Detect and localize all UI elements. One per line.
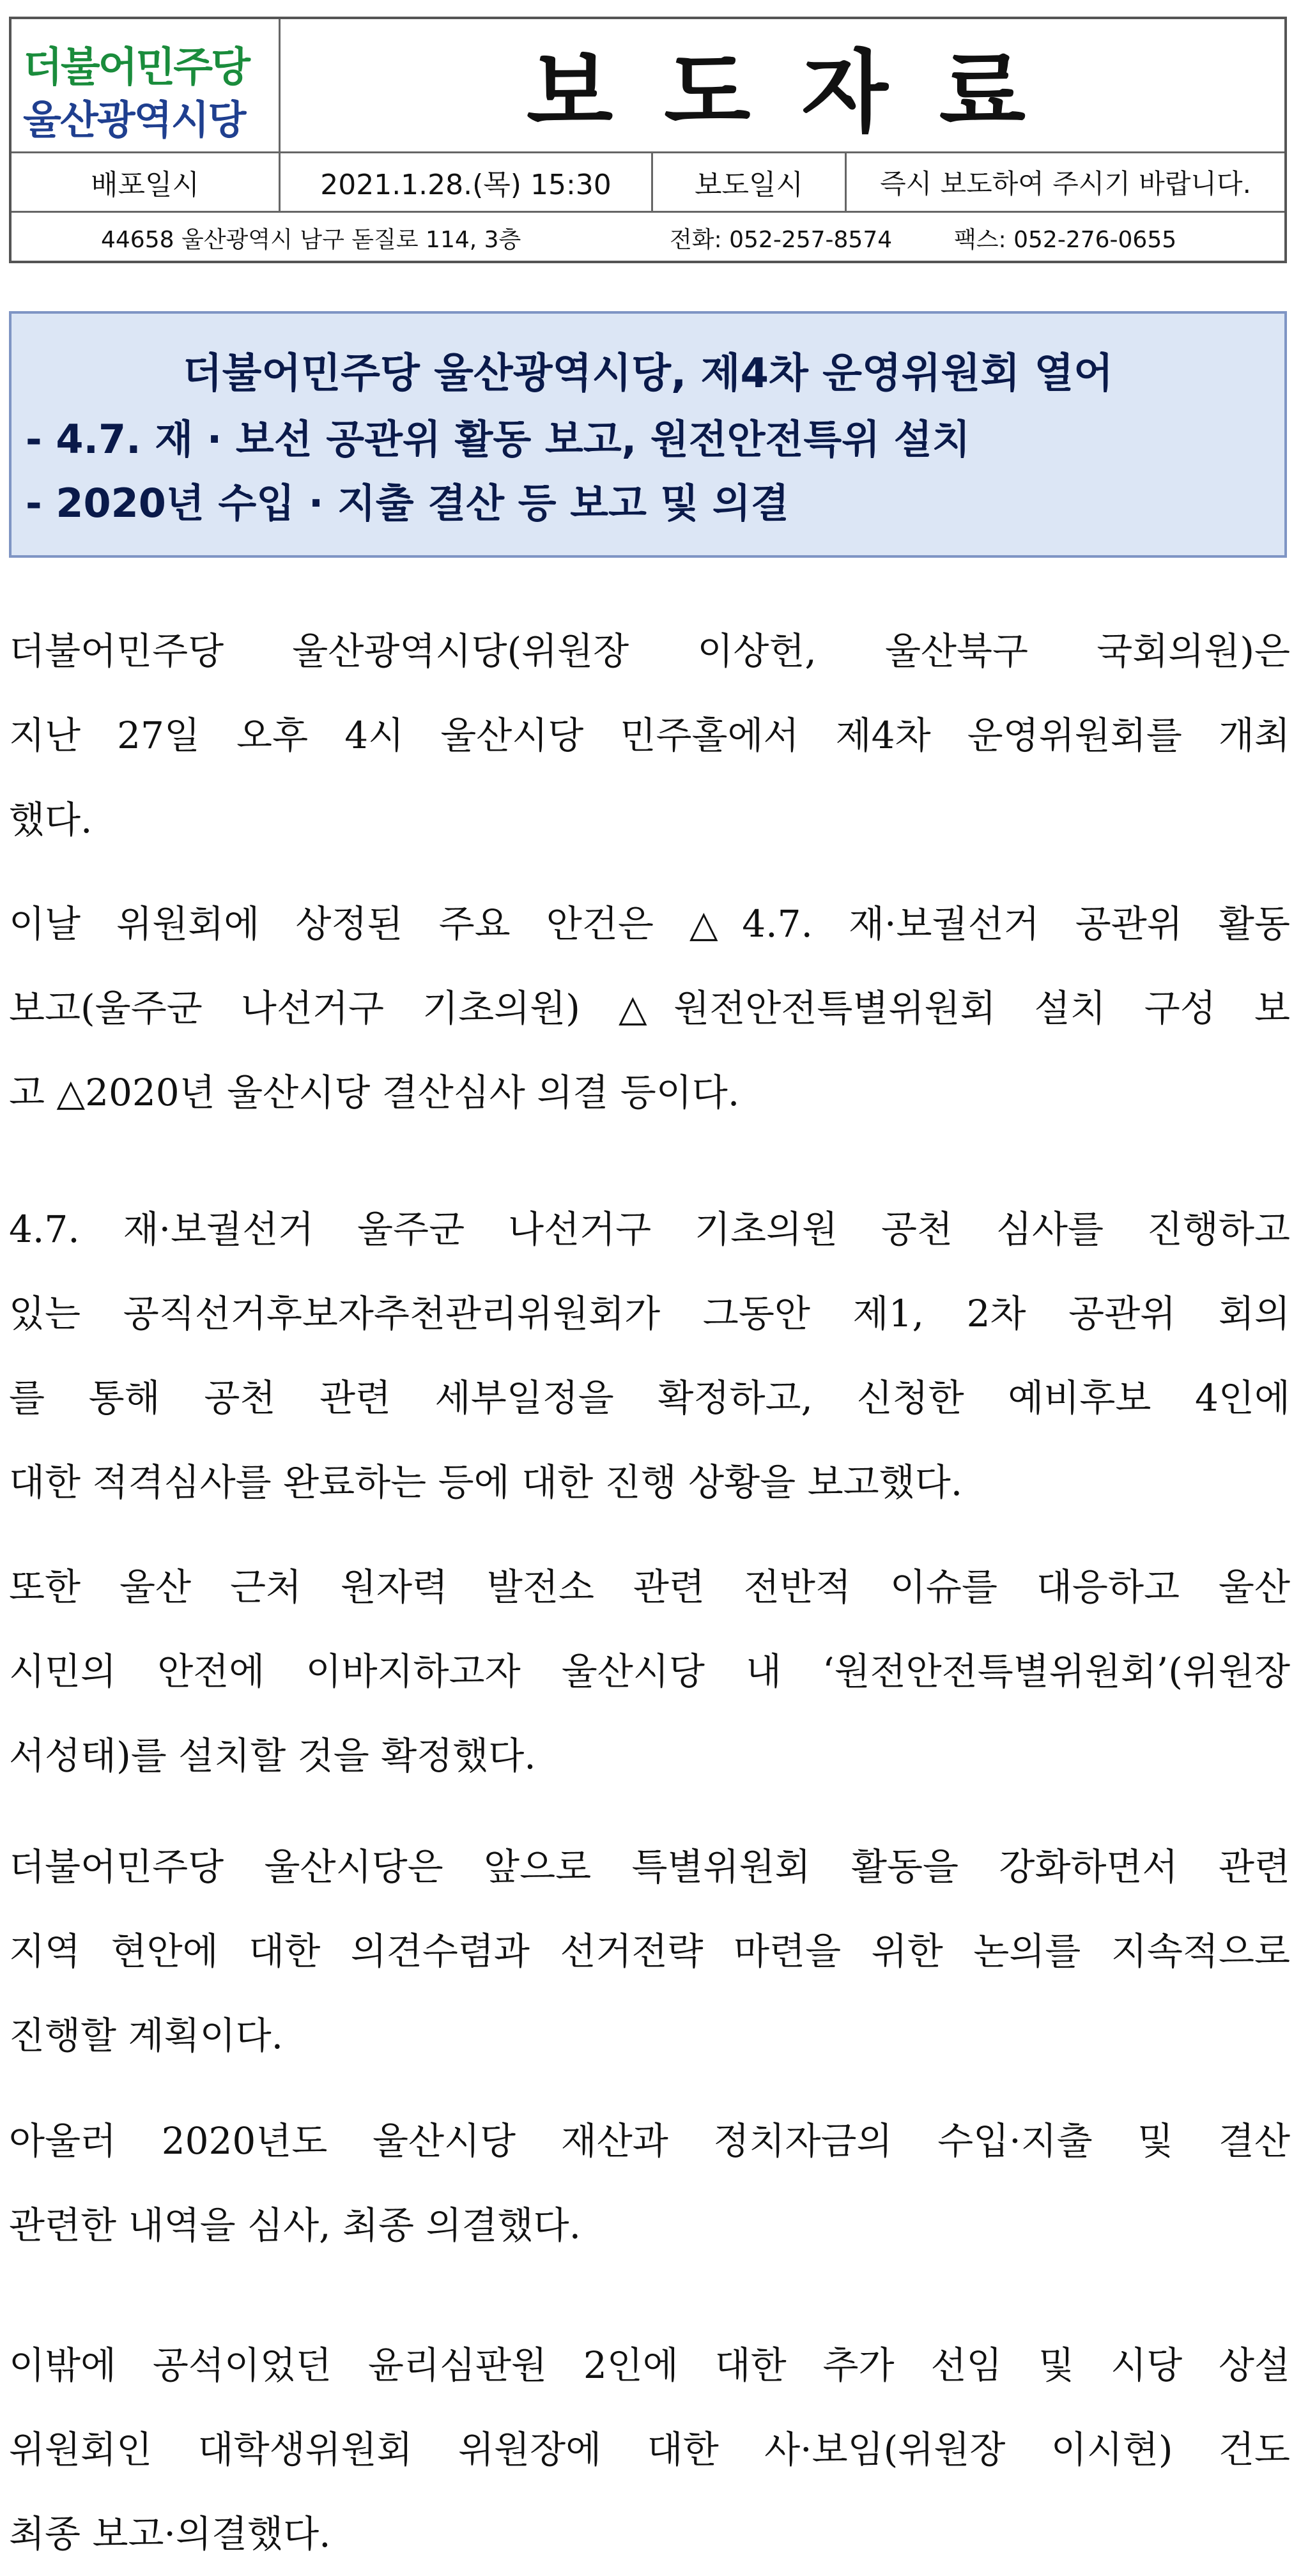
paragraph-line: 더불어민주당 울산시당은 앞으로 특별위원회 활동을 강화하면서 관련 [9,1845,1290,1889]
document-title: 보도자료 [527,41,1077,145]
paragraph-line: 시민의 안전에 이바지하고자 울산시당 내 ‘원전안전특별위원회’(위원장 [9,1650,1290,1693]
phone: 전화: 052-257-8574 [670,226,893,253]
divider [279,153,281,211]
paragraph-line: 서성태)를 설치할 것을 확정했다. [9,1734,536,1777]
body-paragraph [9,882,1290,1135]
paragraph-line: 위원회인 대학생위원회 위원장에 대한 사·보임(위원장 이시현) 건도 [9,2428,1290,2471]
paragraph-line: 있는 공직선거후보자추천관리위원회가 그동안 제1, 2차 공관위 회의 [9,1292,1290,1335]
address: 44658 울산광역시 남구 돋질로 114, 3층 [101,226,521,253]
headline-title: 더불어민주당 울산광역시당, 제4차 운영위원회 열어 [182,350,1114,397]
body-paragraph [9,1187,1290,1524]
body-paragraph [9,2323,1290,2576]
paragraph-line: 지난 27일 오후 4시 울산시당 민주홀에서 제4차 운영위원회를 개최 [9,714,1290,757]
headline-subtitle: - 4.7. 재 · 보선 공관위 활동 보고, 원전안전특위 설치 [26,416,971,463]
paragraph-line: 4.7. 재·보궐선거 울주군 나선거구 기초의원 공천 심사를 진행하고 [9,1208,1290,1251]
paragraph-line: 했다. [9,798,93,841]
body-paragraph [9,1825,1290,2078]
contact-row [12,213,1284,263]
paragraph-line: 이밖에 공석이었던 윤리심판원 2인에 대한 추가 선임 및 시당 상설 [9,2343,1290,2387]
paragraph-line: 지역 현안에 대한 의견수렴과 선거전략 마련을 위한 논의를 지속적으로 [9,1929,1290,1973]
paragraph-line: 보고(울주군 나선거구 기초의원) △원전안전특별위원회 설치 구성 보 [9,986,1290,1030]
press-header [9,17,1287,263]
fax: 팩스: 052-276-0655 [954,226,1177,253]
paragraph-line: 대한 적격심사를 완료하는 등에 대한 진행 상황을 보고했다. [9,1460,963,1504]
paragraph-line: 관련한 내역을 심사, 최종 의결했다. [9,2204,581,2247]
logo-line2: 울산광역시당 [23,96,245,143]
party-logo [18,34,273,156]
paragraph-line: 를 통해 공천 관련 세부일정을 확정하고, 신청한 예비후보 4인에 [9,1376,1290,1420]
paragraph-line: 아울러 2020년도 울산시당 재산과 정치자금의 수입·지출 및 결산 [9,2119,1290,2163]
divider [651,153,653,211]
release-label: 배포일시 [90,169,199,201]
release-value: 2021.1.28.(목) 15:30 [320,169,612,201]
report-label: 보도일시 [694,169,803,201]
logo-line1: 더불어민주당 [23,44,249,91]
paragraph-line: 이날 위원회에 상정된 주요 안건은 △4.7. 재·보궐선거 공관위 활동 [9,902,1290,946]
body-paragraph [9,2099,1290,2267]
paragraph-line: 더불어민주당 울산광역시당(위원장 이상헌, 울산북구 국회의원)은 [9,629,1290,673]
body-paragraph [9,609,1290,862]
divider [845,153,847,211]
paragraph-line: 또한 울산 근처 원자력 발전소 관련 전반적 이슈를 대응하고 울산 [9,1565,1290,1609]
body-paragraph [9,1545,1290,1798]
release-info-row [12,153,1284,211]
report-value: 즉시 보도하여 주시기 바랍니다. [880,168,1251,199]
paragraph-line: 진행할 계획이다. [9,2014,284,2057]
paragraph-line: 고 △2020년 울산시당 결산심사 의결 등이다. [9,1071,740,1114]
headline-subtitle: - 2020년 수입 · 지출 결산 등 보고 및 의결 [26,480,789,526]
paragraph-line: 최종 보고·의결했다. [9,2512,331,2556]
headline-box [9,311,1287,558]
